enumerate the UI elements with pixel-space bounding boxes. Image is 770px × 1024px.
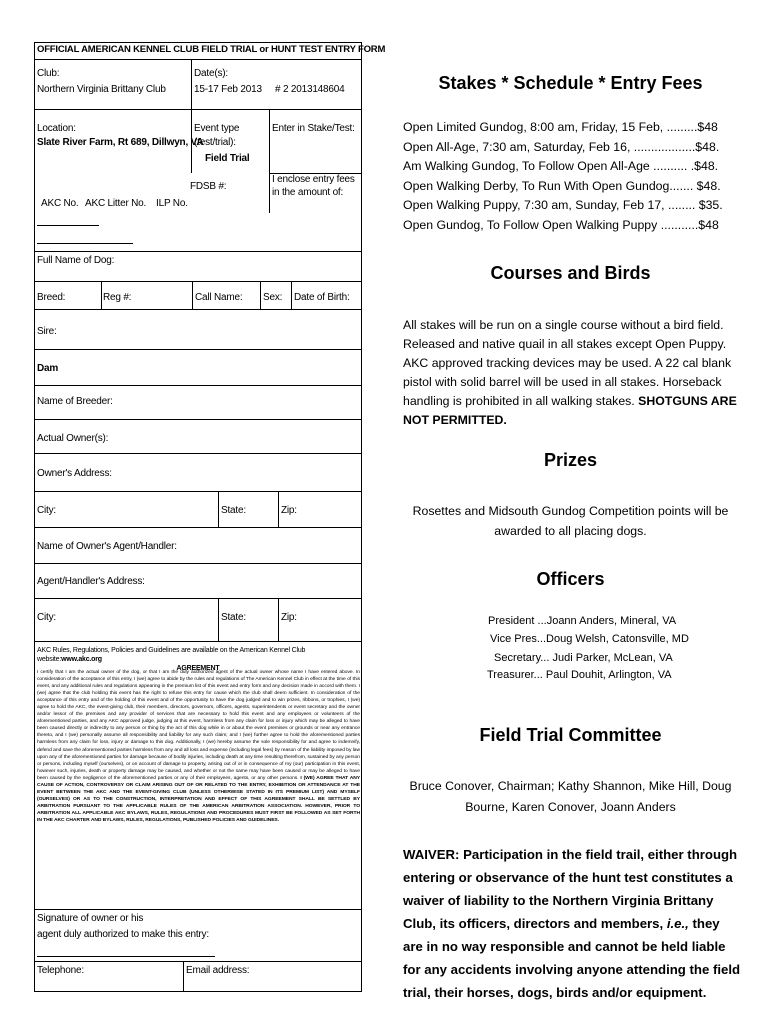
club-value[interactable]: Northern Virginia Brittany Club	[37, 84, 166, 95]
committee-line-1: Bruce Conover, Chairman; Kathy Shannon, Mike Hill, Doug	[409, 779, 732, 793]
email-label: Email address:	[186, 965, 250, 976]
dates-label: Date(s):	[194, 68, 228, 79]
officers-heading: Officers	[536, 569, 605, 589]
divider	[35, 453, 361, 454]
divider	[218, 491, 219, 527]
officer-treasurer: Treasurer... Paul Douhit, Arlington, VA	[487, 669, 672, 681]
prizes-line-1: Rosettes and Midsouth Gundog Competition points will be	[412, 504, 729, 518]
club-label: Club:	[37, 68, 60, 79]
shotguns-notice: SHOTGUNS ARE NOT PERMITTED.	[403, 394, 737, 427]
agreement-caps: I (WE) AGREE THAT ANY CAUSE OF ACTION, CONTROVERSY OR CLAIM ARISING OUT OF OR RELATED TO THE ENTRY, EXHIBITION OR ATTENDANCE AT THE EVENT BETWEEN THE AKC AND THE EVENT-GIVING CLUB (UNLESS OTHERWISE STATED IN ITS PREMIUM LIST) AND MYSELF (OURSELVES) OR AS TO THE CONSTRUCTION, INTERPRETATION AND EFFECT OF THIS AGREEMENT SHALL BE SETTLED BY ARBITRATION PURSUANT TO THE APPLICABLE RULES OF THE AMERICAN ARBITRATION ASSOCIATION. HOWEVER, PRIOR TO ARBITRATION ALL APPLICABLE AKC BYLAWS, RULES, REGULATIONS AND PROCEDURES MUST FIRST BE FOLLOWED AS SET FORTH IN THE AKC CHARTER AND BYLAWS, RULES, REGULATIONS, PUBLISHED POLICIES AND GUIDELINES.	[37, 775, 360, 823]
officer-vice-president: Vice Pres...Doug Welsh, Catonsville, MD	[490, 633, 689, 645]
state-label: State:	[221, 505, 246, 516]
telephone-label: Telephone:	[37, 965, 84, 976]
divider	[35, 349, 361, 350]
akc-litter-no-label: AKC Litter No.	[85, 198, 147, 209]
fill-line	[37, 225, 99, 226]
divider	[218, 598, 219, 641]
call-name-label: Call Name:	[195, 292, 243, 303]
location-label: Location:	[37, 123, 76, 134]
sire-label: Sire:	[37, 326, 57, 337]
stake-line: Am Walking Gundog, To Follow Open All-Age .......... .$48.	[403, 159, 719, 173]
divider	[35, 59, 361, 60]
signature-line[interactable]	[37, 956, 215, 957]
event-type-value[interactable]: Field Trial	[205, 153, 250, 164]
stake-line: Open All-Age, 7:30 am, Saturday, Feb 16, ..................$48.	[403, 139, 720, 154]
dam-label: Dam	[37, 363, 59, 374]
divider	[35, 563, 361, 564]
stake-line: Open Walking Derby, To Run With Open Gundog....... $48.	[403, 178, 721, 193]
akc-no-label: AKC No.	[41, 198, 79, 209]
signature-label-1: Signature of owner or his	[37, 913, 144, 924]
zip-label: Zip:	[281, 505, 297, 516]
divider	[35, 527, 361, 528]
divider	[35, 281, 361, 282]
enclose-label-1: I enclose entry fees	[272, 174, 355, 185]
divider	[269, 109, 270, 213]
event-number[interactable]: # 2 2013148604	[275, 84, 345, 95]
divider	[35, 641, 361, 642]
waiver-part-2: they are in no way responsible and cannot be held liable for any accidents involving anyone attending the field trial, their horses, dogs, birds and/or equipment.	[403, 916, 741, 1000]
officer-president: President ...Joann Anders, Mineral, VA	[488, 615, 677, 627]
zip2-label: Zip:	[281, 612, 297, 623]
akc-rules-text: AKC Rules, Regulations, Policies and Guidelines are available on the American Kennel Club website:	[37, 647, 306, 663]
fill-line	[37, 243, 133, 244]
prizes-line-2: awarded to all placing dogs.	[494, 524, 647, 538]
enclose-label-2: in the amount of:	[272, 187, 344, 198]
dob-label: Date of Birth:	[294, 292, 350, 303]
divider	[35, 251, 361, 252]
stake-line: Open Gundog, To Follow Open Walking Puppy ...........$48	[403, 217, 719, 232]
waiver-text	[403, 843, 743, 1004]
entry-form	[34, 42, 386, 992]
divider	[278, 598, 279, 641]
ilp-no-label: ILP No.	[156, 198, 188, 209]
prizes-heading: Prizes	[543, 450, 598, 470]
divider	[35, 491, 361, 492]
divider	[191, 59, 192, 109]
divider	[35, 961, 361, 962]
divider	[35, 909, 361, 910]
courses-body: All stakes will be run on a single course without a bird field. Released and native quail in all stakes except Open Puppy. AKC approved tracking devices may be used. A 22 cal blank pistol with solid barrel will be used in all stakes. Horseback handling is prohibited in all walking stakes.	[403, 318, 732, 408]
agreement-heading: AGREEMENT	[176, 665, 220, 672]
divider	[101, 281, 102, 309]
fdsb-label: FDSB #:	[190, 181, 227, 192]
sex-label: Sex:	[263, 292, 283, 303]
divider	[35, 419, 361, 420]
divider	[260, 281, 261, 309]
breeder-label: Name of Breeder:	[37, 396, 113, 407]
dates-value[interactable]: 15-17 Feb 2013	[194, 84, 262, 95]
owner-label: Actual Owner(s):	[37, 433, 109, 444]
divider	[192, 281, 193, 309]
full-name-label: Full Name of Dog:	[37, 255, 115, 266]
courses-heading: Courses and Birds	[490, 263, 651, 283]
breed-label: Breed:	[37, 292, 66, 303]
divider	[35, 598, 361, 599]
signature-label-2: agent duly authorized to make this entry:	[37, 929, 209, 940]
courses-text	[403, 316, 741, 430]
stake-line: Open Limited Gundog, 8:00 am, Friday, 15 Feb, .........$48	[403, 120, 718, 134]
divider	[278, 491, 279, 527]
divider	[183, 961, 184, 992]
akc-url-link[interactable]: www.akc.org	[61, 656, 102, 663]
agent-address-label: Agent/Handler's Address:	[37, 576, 145, 587]
agreement-body: I certify that I am the actual owner of the dog, or that I am the duly authorized agent of the actual owner whose name I have entered above. In consideration of the acceptance of this entry, I (we) agree to abide by the rules and regulations of The American Kennel Club in effect at the time of this event, and any additional rules and regulations appearing in the premium list of this event and entry form and any decision made in accord with them. I (we) agree that the club holding this event has the right to refuse this entry for cause which the club shall deem sufficient. In consideration of the acceptance of this entry and of the holding of this event and of the opportunity to have the dog judged and to win prizes, ribbons, or trophies, I (we) agree to hold the AKC, the event-giving club, their members, directors, governors, officers, agents, superintendents or event secretary and the owner and/or lessor of the premises and any provider of services that are necessary to hold this event and any employees or volunteers of the aforementioned parties, and any AKC approved judge, judging at this event, harmless from any claim for loss or injury which may be alleged to have been caused directly or indirectly to any person or thing by the act of this dog while in or about the event premises or grounds or near any entrance thereto, and I (we) personally assume all responsibility and liability for any such claim; and I (we) further agree to hold the aforementioned parties harmless from any claim for loss, injury or damage to this dog. Additionally, I (we) hereby assume the sole responsibility for and agree to indemnify, defend and save the aforementioned parties harmless from any and all loss and expense (including legal fees) by reason of the liability imposed by law upon any of the aforementioned parties for damage because of bodily injuries, including death at any time resulting therefrom, sustained by any person or persons, including myself (ourselves), or on account of damage to property, arising out of or in consequence of my (our) participation in this event, however such, injuries, death or property damage may be caused, and whether or not the same may have been caused or may be alleged to have been caused by the negligence of the aforementioned parties or any of their employees, agents, or any other persons.	[37, 670, 360, 781]
event-type-sub: (test/trial):	[194, 137, 236, 148]
stakes-heading: Stakes * Schedule * Entry Fees	[438, 73, 703, 93]
reg-label: Reg #:	[103, 292, 132, 303]
enter-stake-label: Enter in Stake/Test:	[272, 123, 355, 134]
divider	[35, 385, 361, 386]
divider	[35, 109, 361, 110]
divider	[291, 281, 292, 309]
waiver-ie: i.e.,	[666, 916, 689, 931]
stake-line: Open Walking Puppy, 7:30 am, Sunday, Feb 17, ........ $35.	[403, 198, 723, 212]
form-title: OFFICIAL AMERICAN KENNEL CLUB FIELD TRIAL or HUNT TEST ENTRY FORM	[37, 44, 386, 55]
agent-label: Name of Owner's Agent/Handler:	[37, 541, 177, 552]
committee-heading: Field Trial Committee	[479, 725, 662, 745]
event-type-label: Event type	[194, 123, 240, 134]
location-value[interactable]: Slate River Farm, Rt 689, Dillwyn, VA	[37, 137, 204, 148]
state2-label: State:	[221, 612, 246, 623]
agreement-text	[37, 669, 360, 905]
waiver-part-1: WAIVER: Participation in the field trail, either through entering or observance of the hunt test constitutes a waiver of liability to the Northern Virginia Brittany Club, its officers, directors and members,	[403, 847, 738, 931]
committee-line-2: Bourne, Karen Conover, Joann Anders	[465, 800, 676, 814]
divider	[35, 309, 361, 310]
divider	[191, 109, 192, 173]
officer-secretary: Secretary... Judi Parker, McLean, VA	[494, 652, 673, 664]
city2-label: City:	[37, 612, 57, 623]
city-label: City:	[37, 505, 57, 516]
owner-address-label: Owner's Address:	[37, 468, 112, 479]
